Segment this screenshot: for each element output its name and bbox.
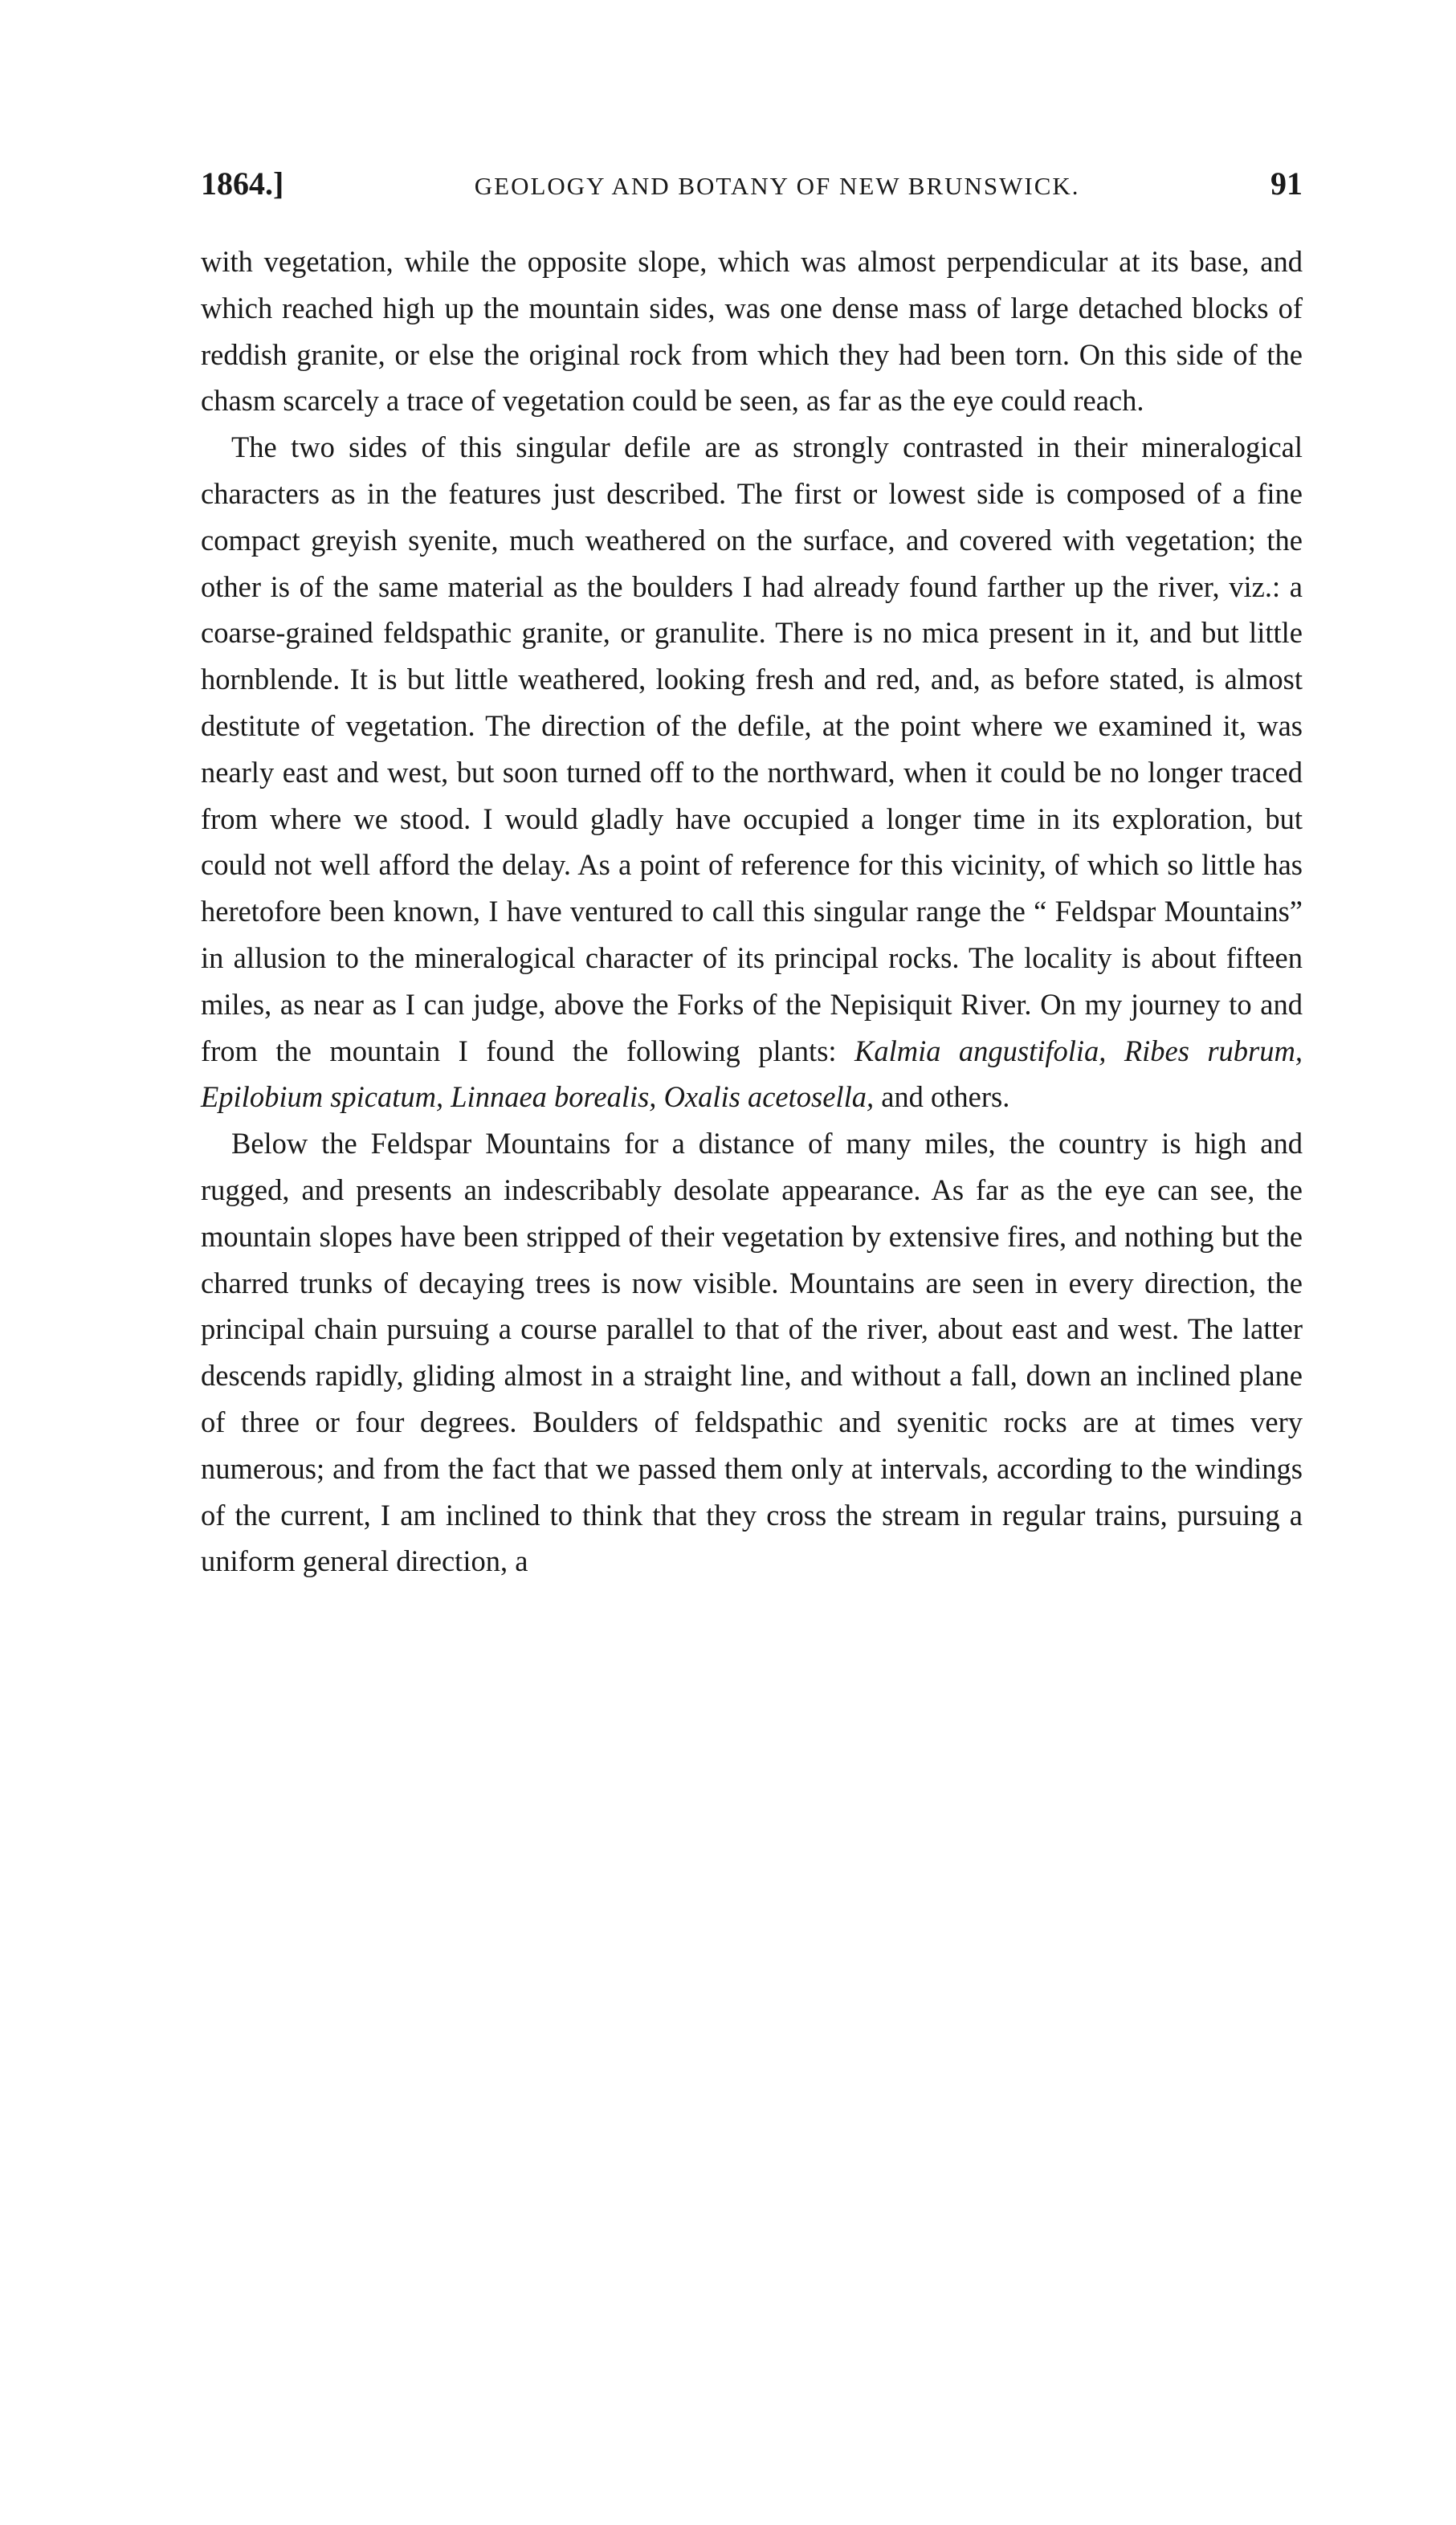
body-text xyxy=(201,239,1303,1585)
paragraph-2-tail: and others. xyxy=(881,1080,1010,1114)
species-name: Linnaea borealis, xyxy=(451,1080,657,1114)
species-name: Ribes rubrum, xyxy=(1124,1034,1303,1067)
paragraph-1: with vegetation, while the opposite slope, which was almost perpendicular at its base, and which reached high up the mountain sides, was one dense mass of large detached blocks of reddish granite, or else the original rock from which they had been torn. On this side of the chasm scarcely a trace of vegetation could be seen, as far as the eye could reach. xyxy=(201,245,1303,418)
page xyxy=(201,165,1303,1585)
running-head-title: GEOLOGY AND BOTANY OF NEW BRUNSWICK. xyxy=(474,172,1080,200)
paragraph-3: Below the Feldspar Mountains for a distance of many miles, the country is high and rugged, and presents an indescribably desolate appearance. As far as the eye can see, the mountain slopes have been stripped of their vegetation by extensive fires, and nothing but the charred trunks of decaying trees is now visible. Mountains are seen in every direction, the principal chain pursuing a course parallel to that of the river, about east and west. The latter descends rapidly, gliding almost in a straight line, and without a fall, down an inclined plane of three or four degrees. Boulders of feldspathic and syenitic rocks are at times very numerous; and from the fact that we passed them only at intervals, according to the windings of the current, I am inclined to think that they cross the stream in regular trains, pursuing a uniform general direction, a xyxy=(201,1127,1303,1578)
species-name: Oxalis acetosella, xyxy=(663,1080,875,1114)
page-number: 91 xyxy=(1270,165,1303,202)
species-name: Epilobium spicatum, xyxy=(201,1080,444,1114)
paragraph-2-text: The two sides of this singular defile are as strongly contrasted in their mineralogical characters as in the features just described. The first or lowest side is composed of a fine compact greyish syenite, much weathered on the surface, and covered with vegetation; the other is of the same material as the boulders I had already found farther up the river, viz.: a coarse-grained feldspathic granite, or granulite. There is no mica present in it, and but little hornblende. It is but little weathered, looking fresh and red, and, as before stated, is almost destitute of vegetation. The direction of the defile, at the point where we examined it, was nearly east and west, but soon turned off to the northward, when it could be no longer traced from where we stood. I would gladly have occupied a longer time in its exploration, but could not well afford the delay. As a point of reference for this vicinity, of which so little has heretofore been known, I have ventured to call this singular range the “ Feldspar Mountains” in allusion to the mineralogical character of its principal rocks. The locality is about fifteen miles, as near as I can judge, above the Forks of the Nepisiquit River. On my journey to and from the mountain I found the following plants: xyxy=(201,430,1303,1067)
running-head xyxy=(201,165,1303,221)
species-name: Kalmia angustifolia, xyxy=(854,1034,1107,1067)
paragraph-2 xyxy=(201,424,1303,1120)
running-head-year: 1864.] xyxy=(201,165,284,202)
